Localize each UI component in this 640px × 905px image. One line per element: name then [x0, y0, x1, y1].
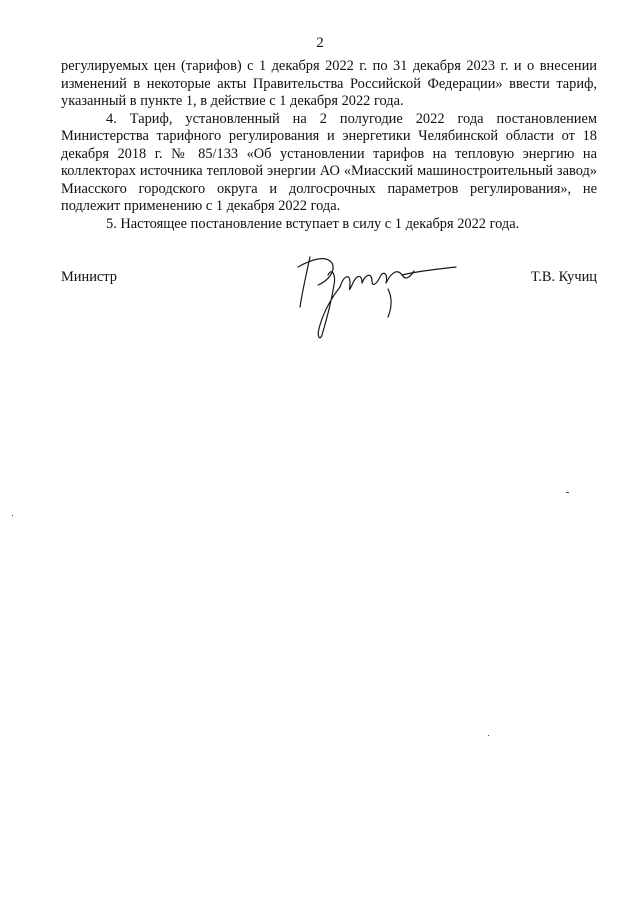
signer-title: Министр	[61, 269, 117, 285]
paragraph-continuation: регулируемых цен (тарифов) с 1 декабря 2022 г. по 31 декабря 2023 г. и о внесении изменений в некоторые акты Правительства Российской Федерации» ввести тариф, указанный в пункте 1, в действие с 1 декабря 2022 года.	[61, 58, 597, 109]
handwritten-signature	[292, 245, 462, 345]
paragraph-item-4: 4. Тариф, установленный на 2 полугодие 2022 года постановлением Министерства тарифного регулирования и энергетики Челябинской области от 18 декабря 2018 г. № 85/133 «Об установлении тарифов на тепловую энергию на коллекторах источника тепловой энергии АО «Миасский машиностроительный завод» Миасского городского округа и долгосрочных параметров регулирования», не подлежит применению с 1 декабря 2022 года.	[61, 110, 597, 214]
scan-speck	[566, 492, 569, 493]
scan-speck	[12, 515, 13, 516]
paragraph-item-5: 5. Настоящее постановление вступает в силу с 1 декабря 2022 года.	[106, 215, 520, 232]
signer-name: Т.В. Кучиц	[530, 269, 597, 285]
document-body	[61, 58, 597, 233]
scan-speck	[488, 735, 489, 736]
page-number: 2	[316, 35, 324, 51]
